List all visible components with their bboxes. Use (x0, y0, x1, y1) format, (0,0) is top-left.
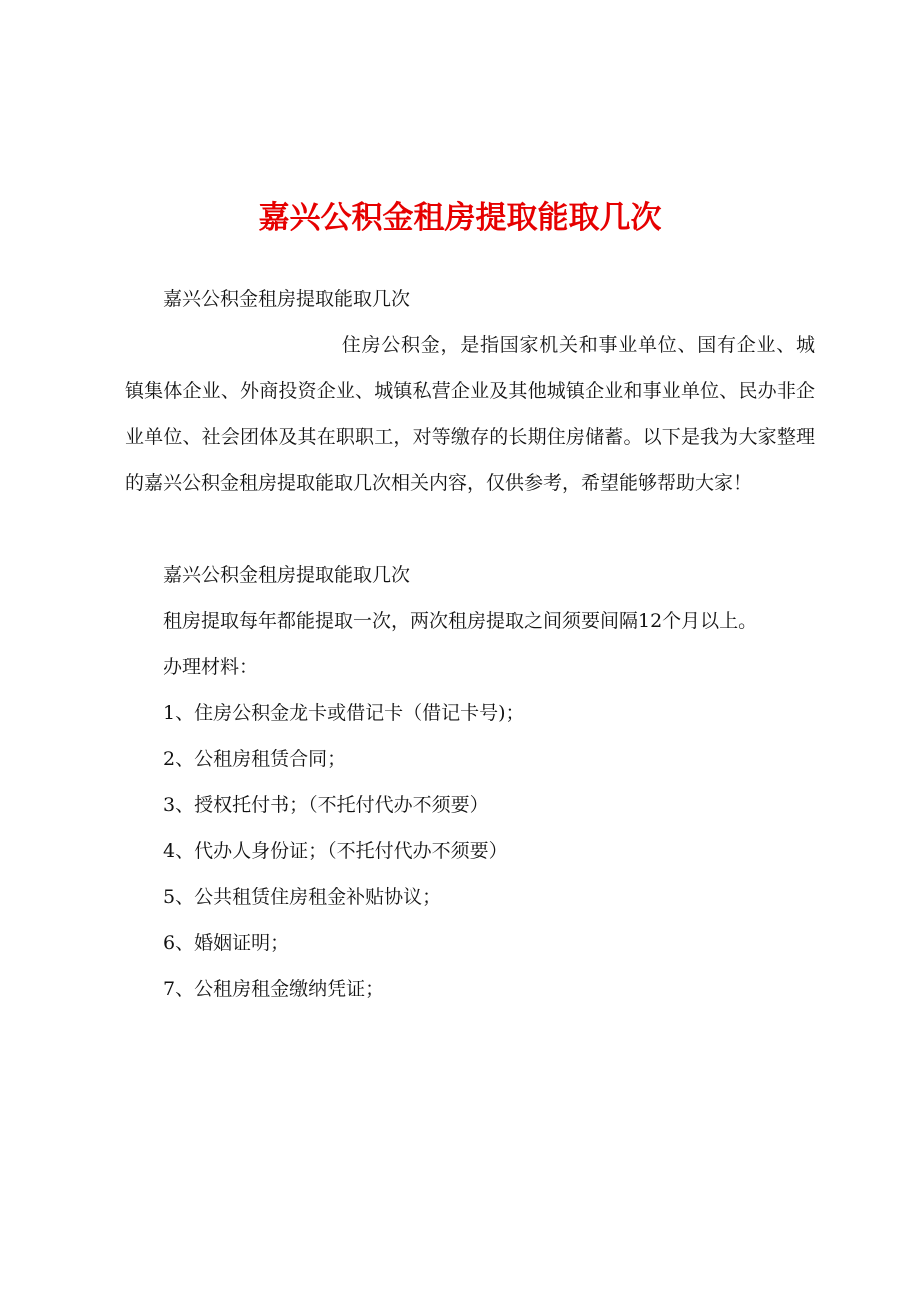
section-heading: 嘉兴公积金租房提取能取几次 (163, 564, 411, 586)
material-item: 4、代办人身份证；（不托付代办不须要） (163, 840, 508, 862)
material-item: 6、婚姻证明； (163, 932, 290, 954)
document-body (125, 276, 815, 1012)
intro-paragraph (125, 322, 815, 506)
material-item: 3、授权托付书；（不托付代办不须要） (163, 794, 489, 816)
material-item: 5、公共租赁住房租金补贴协议； (163, 886, 442, 908)
material-item: 2、公租房租赁合同； (163, 748, 347, 770)
material-item: 7、公租房租金缴纳凭证； (163, 978, 385, 1000)
intro-text: 住房公积金，是指国家机关和事业单位、国有企业、城镇集体企业、外商投资企业、城镇私营企业及其他城镇企业和事业单位、民办非企业单位、社会团体及其在职职工，对等缴存的长期住房储蓄。以下是我为大家整理的嘉兴公积金租房提取能取几次相关内容，仅供参考，希望能够帮助大家！ (125, 334, 815, 494)
material-item: 1、住房公积金龙卡或借记卡（借记卡号)； (163, 702, 525, 724)
document-subtitle: 嘉兴公积金租房提取能取几次 (163, 288, 411, 310)
rule-paragraph: 租房提取每年都能提取一次，两次租房提取之间须要间隔12个月以上。 (163, 610, 758, 632)
document-title: 嘉兴公积金租房提取能取几次 (258, 200, 662, 236)
materials-label: 办理材料： (163, 656, 259, 678)
paragraph-spacer (125, 506, 815, 552)
